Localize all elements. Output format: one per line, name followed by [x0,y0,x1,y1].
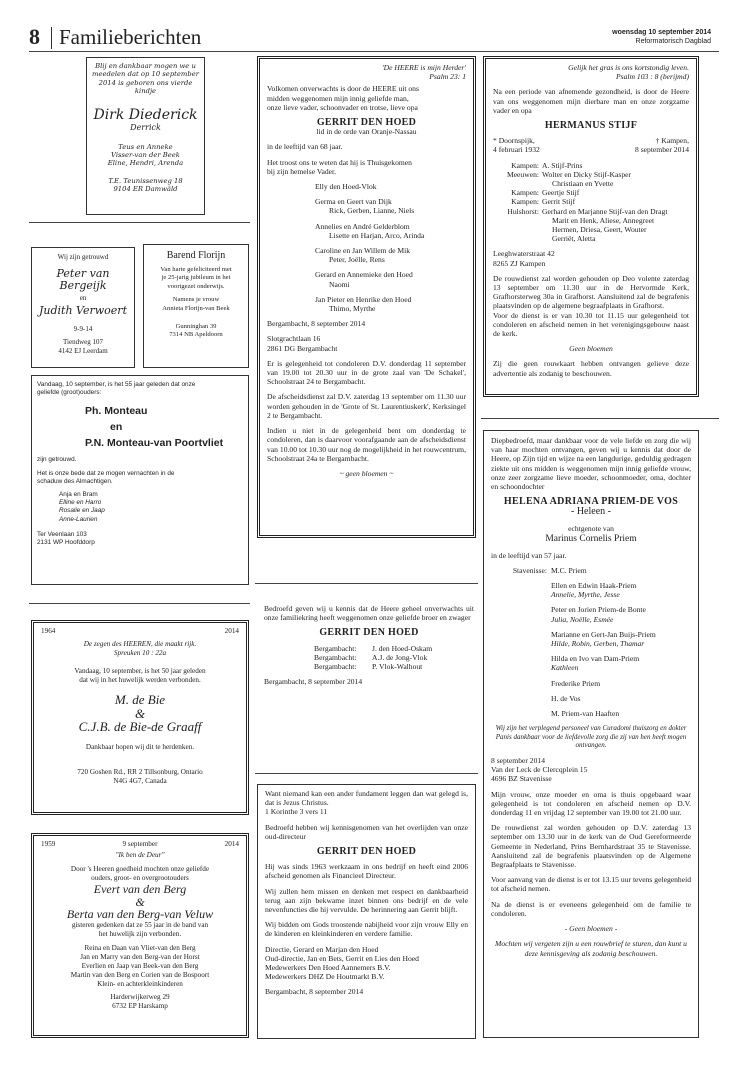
hoed1-family-4-kids: Peter, Joëlle, Rens [329,255,385,265]
monteau-address-city: 2131 WP Hoofddorp [37,539,95,547]
priem-name: HELENA ADRIANA PRIEM-DE VOS [503,496,679,508]
col1-rule-1 [29,222,250,223]
hoed2-place-date: Bergambacht, 8 september 2014 [264,677,363,687]
berg-ampersand: & [135,895,145,909]
hoed3-name: GERRIT DEN HOED [316,846,417,858]
priem-address-street: Van der Leck de Clercqplein 15 [491,765,588,775]
anniversary-van-den-berg [31,833,249,1038]
jubilee-announcement [143,244,249,368]
header-date: woensdag 10 september 2014 [612,29,711,36]
anniversary-de-bie [31,620,249,815]
stijf-row-3-place: Kampen: [511,188,539,198]
birth-address-street: T.E. Teunissenweg 18 [108,176,183,185]
berg-family-4: Martin van den Berg en Corien van de Bospoort [70,971,210,979]
hoed1-family-5: Gerard en Annemieke den Hoed [315,270,413,280]
hoed3-quote-ref: 1 Korinthe 3 vers 11 [265,807,328,817]
wedding-address-street: Tiendweg 107 [63,338,103,347]
debie-verse: De zegen des HEEREN, die maakt rijk. [83,640,197,648]
jubilee-address-street: Gunninghan 39 [175,323,217,331]
stijf-row-5-place: Hulshorst: [507,206,539,216]
monteau-wish-2: schaduw des Almachtigen. [37,477,113,485]
stijf-row-3-name: Geertje Stijf [542,188,580,198]
stijf-service: De rouwdienst zal worden gehouden op Deo volente zaterdag 13 september om 11.30 uur in de Hervormde Kerk, Grafhorsterweg 30a in Grafhorst. Aansluitend zal de begrafenis plaatsvinden op de algemene begraafplaats in Grafhorst. [493,273,689,311]
berg-address-city: 6732 EP Harskamp [112,1002,168,1010]
debie-name-2: C.J.B. de Bie-de Graaff [78,719,202,734]
monteau-family-2: Elline en Harro [59,499,102,507]
obituary-helena-priem-de-vos [483,430,699,1038]
hoed3-quote: Want niemand kan een ander fundament leggen dan wat gelegd is, dat is Jezus Christus. [265,789,468,808]
debie-address-2: N4G 4G7, Canada [113,777,167,785]
priem-closing: Mochten wij vergeten zijn u een rouwbrief te sturen, dan kunt u deze kennisgeving als zodanig beschouwen. [495,939,687,958]
stijf-row-5-kids-3: Gerriët, Aletta [552,234,596,244]
stijf-row-5-name: Gerhard en Marjanne Stijf-van den Dragt [542,206,668,216]
birth-address-city: 9104 ER Damwâld [113,185,178,194]
priem-family-1: M.C. Priem [551,565,587,575]
priem-family-3-kids: Julia, Noëlle, Esmée [551,614,614,624]
hoed1-family-3: Annelies en André Gelderblom [315,221,410,231]
priem-thanks: Wij zijn het verplegend personeel van Curadomi thuiszorg en dokter Panis dankbaar voor de liefdevolle zorg die zij van hen heeft mogen ontvangen. [495,724,687,750]
debie-ampersand: & [134,706,146,721]
berg-year-end: 2014 [224,840,239,848]
hoed1-comfort-2: bij zijn hemelse Vader. [267,166,337,176]
jubilee-line-4: Namens je vrouw [172,296,220,304]
wedding-address-city: 4142 EJ Leerdam [58,347,108,356]
hoed2-row-1-name: J. den Hoed-Oskam [372,643,433,653]
hoed1-family-6-kids: Thimo, Myrthe [329,304,376,314]
hoed3-place-date: Bergambacht, 8 september 2014 [265,987,364,997]
priem-location: Stavenisse: [512,565,547,575]
stijf-no-flowers: Geen bloemen [569,344,613,354]
stijf-row-1-place: Kampen: [511,160,539,170]
priem-family-4-kids: Hilde, Robin, Gerben, Thamar [551,639,645,649]
col1-rule-2 [29,603,250,604]
obituary-gerrit-den-hoed-siblings [264,604,474,719]
header-paper: Reformatorisch Dagblad [635,38,711,45]
hoed3-signature-4: Medewerkers DHZ De Houtmarkt B.V. [265,972,385,982]
hoed1-family-4: Caroline en Jan Willem de Mik [315,246,411,256]
monteau-family-4: Anne-Laurien [59,515,98,523]
hoed1-text-1: Volkomen onverwachts is door de HEERE uit ons [267,84,419,94]
berg-name-2: Berta van den Berg-van Veluw [66,907,214,921]
hoed2-row-3-name: P. Vlok-Walhout [372,662,423,672]
hoed1-family-1: Elly den Hoed-Vlok [315,182,377,192]
stijf-born-date: 4 februari 1932 [493,145,540,155]
jubilee-line-3: voortgezet onderwijs. [167,282,225,290]
wedding-intro: Wij zijn getrouwd [57,253,109,261]
priem-family-6: Frederike Priem [551,678,601,688]
hoed1-family-2-kids: Rick, Gerben, Lianne, Niels [329,206,415,216]
obituary-hermanus-stijf [483,56,699,397]
stijf-condolence: Voor de dienst is er van 10.30 tot 11.15 uur gelegenheid tot condoleren en afscheid nemen in het verenigingsgebouw naast de kerk. [493,310,689,339]
jubilee-address-city: 7314 NB Apeldoorn [169,331,223,339]
hoed1-text-2: midden weggenomen mijn innig geliefde man, [267,93,409,103]
header-rule [29,51,719,52]
monteau-address-street: Ter Veenlaan 103 [37,530,87,538]
stijf-address-city: 8265 ZJ Kampen [493,258,546,268]
hoed1-no-flowers: ~ geen bloemen ~ [339,468,394,478]
hoed2-row-2-name: A.J. de Jong-Vlok [372,652,428,662]
wedding-announcement [31,247,135,368]
stijf-row-2-place: Meeuwen: [506,169,539,179]
monteau-name-2: P.N. Monteau-van Poortvliet [85,437,224,450]
berg-text-3: gisteren gedenken dat ze 55 jaar in de band van [71,921,209,929]
debie-name-1: M. de Bie [114,692,166,707]
birth-child-name: Dirk Diederick [93,106,198,123]
debie-year-start: 1964 [41,627,56,635]
stijf-verse-ref: Psalm 103 : 8 (berijmd) [616,72,689,82]
priem-spouse-label: echtgenote van [568,524,614,534]
obituary-gerrit-den-hoed-family [257,56,476,538]
priem-family-5-kids: Kathleen [551,663,579,673]
hoed1-address-city: 2861 DG Bergambacht [267,343,338,353]
hoed1-family-5-kids: Naomi [329,279,350,289]
debie-year-end: 2014 [224,627,239,635]
hoed2-name: GERRIT DEN HOED [319,627,419,639]
debie-thanks: Dankbaar hopen wij dit te herdenken. [85,743,195,751]
hoed3-intro: Bedroefd hebben wij kennisgenomen van het overlijden van onze oud-directeur [265,822,468,841]
monteau-and: en [110,421,123,434]
stijf-name: HERMANUS STIJF [544,120,638,132]
debie-verse-ref: Spreuken 10 : 22a [113,649,167,657]
priem-family-3: Peter en Jorien Priem-de Bonte [551,605,646,615]
hoed2-row-3-place: Bergambacht: [314,662,357,672]
birth-child-nickname: Derrick [130,122,161,132]
monteau-family-3: Rosalie en Jaap [59,507,105,515]
hoed1-address-street: Slotgrachtlaan 16 [267,334,321,344]
berg-family-5: Klein- en achterkleinkinderen [97,980,183,988]
berg-family-2: Jan en Marry van den Berg-van der Horst [80,953,200,961]
berg-address-street: Harderwijkerweg 29 [110,993,170,1001]
wedding-groom: Peter van Bergeijk [56,266,110,292]
stijf-verse: Gelijk het gras is ons kortstondig leven. [568,63,689,72]
stijf-died-date: 8 september 2014 [635,145,689,155]
priem-family-5: Hilda en Ivo van Dam-Priem [551,654,640,664]
hoed1-condolence: Er is gelegenheid tot condoleren D.V. donderdag 11 september van 19.00 tot 20.30 uur in de grote zaal van 'De Schakel', Schoolstraat 24 te Bergambacht. [267,358,466,387]
stijf-row-4-place: Kampen: [511,197,539,207]
priem-spouse-name: Marinus Cornelis Priem [545,533,637,544]
stijf-row-4-name: Gerrit Stijf [542,197,576,207]
jubilee-name: Barend Florijn [166,250,226,261]
stijf-row-2-kids: Christiaan en Yvette [552,179,614,189]
birth-announcement [86,57,205,215]
col3-rule-1 [481,418,719,419]
hoed2-text: Bedroefd geven wij u kennis dat de Heere geheel onverwachts uit onze familiekring heeft weggenomen onze geliefde broer en zwager [264,604,474,623]
obituary-gerrit-den-hoed-company [257,784,476,1039]
monteau-name-1: Ph. Monteau [85,405,148,418]
stijf-row-5-kids-2: Hermen, Driesa, Geert, Wouter [552,225,647,235]
page-header [29,24,719,52]
hoed3-signature-3: Medewerkers Den Hoed Aannemers B.V. [265,963,391,973]
monteau-intro-2: geliefde (groot)ouders: [37,389,102,397]
hoed3-career: Hij was sinds 1963 werkzaam in ons bedrijf en heeft eind 2006 afscheid genomen als Financieel Directeur. [265,862,468,881]
hoed1-alternative: Indien u niet in de gelegenheid bent om donderdag te condoleren, dan is daarvoor voorafgaande aan de afscheidsdienst van 10.00 tot 10.30 uur nog de mogelijkheid in het rouwcentrum, Schoolstraat 24a te Bergambacht. [267,426,466,463]
hoed3-signature-1: Directie, Gerard en Marjan den Hoed [265,944,379,954]
wedding-bride: Judith Verwoert [39,303,127,317]
priem-address-city: 4696 BZ Stavenisse [491,774,552,784]
birth-parents: Teus en Anneke [118,142,173,151]
stijf-died-place: † Kampen, [655,136,689,146]
hoed3-signature-2: Oud-directie, Jan en Bets, Gerrit en Lies den Hoed [265,953,419,963]
hoed1-comfort-1: Het troost ons te weten dat hij is Thuisgekomen [267,157,412,167]
stijf-row-2-name: Wolter en Dicky Stijf-Kasper [542,169,632,179]
monteau-wish-1: Het is onze bede dat ze mogen vernachten in de [37,469,175,477]
monteau-intro-1: Vandaag, 10 september, is het 55 jaar geleden dat onze [37,381,196,388]
anniversary-monteau [31,375,249,585]
monteau-family-1: Anja en Bram [59,491,98,499]
jubilee-line-2: je 25-jarig jubileum in het [161,274,231,282]
berg-date: 9 september [122,840,158,848]
berg-year-start: 1959 [41,840,56,848]
priem-farewell: Voor aanvang van de dienst is er tot 13.15 uur tevens gelegenheid tot afscheid nemen. [491,875,691,894]
hoed2-row-1-place: Bergambacht: [314,643,357,653]
stijf-address-street: Leeghwaterstraat 42 [493,249,555,259]
stijf-row-1-name: A. Stijf-Prins [542,160,583,170]
hoed1-order: lid in de orde van Oranje-Nassau [316,127,417,137]
berg-family-1: Reina en Daan van Vliet-van den Berg [84,944,196,952]
priem-family-2-kids: Annelie, Myrthe, Jesse [551,590,620,600]
priem-family-7: H. de Vos [551,693,581,703]
priem-family-2: Ellen en Edwin Haak-Priem [551,581,637,591]
page-number: 8 [29,24,40,49]
priem-intro: Diepbedroefd, maar dankbaar voor de vele liefde en zorg die wij van haar mochten ontvangen, geven wij u kennis dat door de Heere, op Zijn tijd en wijze na een langdurige, geduldig gedragen ziekte uit ons midden is weggenomen mijn innig geliefde vrouw, onze zeer zorgzame lieve moeder, schoonmoeder, oma, dochter en schoondochter [491,436,691,492]
hoed3-respect: Wij zullen hem missen en denken met respect en dankbaarheid terug aan zijn bekwame inzet binnen ons bedrijf en de vele nevenfuncties die hij vervulde. De herinnering aan Gerrit blijft. [265,886,468,915]
hoed1-verse: 'De HEERE is mijn Herder' [382,63,466,72]
hoed1-verse-ref: Psalm 23: 1 [429,72,466,82]
col2-rule-1 [255,583,478,584]
stijf-born-place: * Doornspijk, [493,136,535,146]
berg-family-3: Everlien en Jaap van Beek-van den Berg [81,962,199,970]
jubilee-line-1: Van harte gefeliciteerd met [160,266,232,273]
priem-condolence: Mijn vrouw, onze moeder en oma is thuis opgebaard waar gelegenheid is tot condoleren en afscheid nemen op D.V. donderdag 11 en vrijdag 12 september van 19.00 tot 21.00 uur. [491,789,691,818]
wedding-date: 9-9-14 [73,324,93,333]
birth-line-3: 2014 is geboren ons vierde kindje [98,78,193,96]
hoed1-family-3-kids: Lisette en Harjan, Arco, Arinda [329,230,425,240]
col2-rule-2 [255,773,478,774]
stijf-row-5-kids-1: Marit en Henk, Aliese, Annegreet [552,215,655,225]
priem-after-service: Na de dienst is er eveneens gelegenheid om de familie te condoleren. [491,899,691,918]
birth-line-2: meedelen dat op 10 september [92,70,199,79]
priem-nickname: - Heleen - [571,506,611,518]
monteau-married: zijn getrouwd. [37,456,77,464]
berg-text-1: Door 's Heeren goedheid mochten onze geliefde [70,865,210,873]
section-title: Familieberichten [59,25,202,49]
birth-parents-surname: Visser-van der Beek [111,151,180,160]
priem-date: 8 september 2014 [491,756,545,766]
hoed1-place-date: Bergambacht, 8 september 2014 [267,319,366,329]
berg-name-1: Evert van den Berg [93,882,187,896]
hoed1-text-3: onze lieve vader, schoonvader en trotse, lieve opa [267,102,418,112]
berg-verse: "Ik ben de Deur" [115,851,165,859]
stijf-intro: Na een periode van afnemende gezondheid, is door de Heere van ons weggenomen mijn dierbare man en onze zorgzame vader en opa [493,87,689,115]
hoed1-service: De afscheidsdienst zal D.V. zaterdag 13 september om 11.30 uur worden gehouden in de 'Grote of St. Laurentiuskerk', Kerksingel 2 te Bergambacht. [267,392,466,420]
jubilee-line-5: Annieta Florijn-van Beek [162,304,230,312]
hoed1-family-6: Jan Pieter en Henrike den Hoed [315,294,412,304]
debie-address-1: 720 Goshen Rd., RR 2 Tillsonburg, Ontario [77,768,203,776]
priem-family-8: M. Priem-van Haaften [551,709,620,719]
berg-text-2: ouders, groot- en overgrootouders [91,874,189,882]
hoed1-age: in de leeftijd van 68 jaar. [267,142,343,152]
wedding-and: en [79,293,87,302]
berg-text-4: het huwelijk zijn verbonden. [98,930,182,938]
stijf-notice: Zij die geen rouwkaart hebben ontvangen gelieve deze advertentie als zodanig te beschouwen. [493,359,689,378]
hoed2-row-2-place: Bergambacht: [314,652,357,662]
hoed1-name: GERRIT DEN HOED [316,117,417,129]
priem-age: in de leeftijd van 57 jaar. [491,550,567,560]
debie-text-2: dat wij in het huwelijk werden verbonden. [79,676,201,684]
birth-siblings: Eline, Hendri, Arenda [107,159,184,168]
priem-service: De rouwdienst zal worden gehouden op D.V. zaterdag 13 september om 13.30 uur in de kerk van de Oud Gereformeerde Gemeente in Nederland, Prins Bernhardstraat 35 te Stavenisse. Aansluitend zal de begrafenis plaatsvinden op de Algemene Begraafplaats te Stavenisse. [491,823,691,870]
priem-no-flowers: - Geen bloemen - [564,924,618,934]
header-divider [51,27,52,49]
hoed1-family-2: Germa en Geert van Dijk [315,197,392,207]
hoed3-prayer: Wij bidden om Gods troostende nabijheid voor zijn vrouw Elly en de kinderen en kleinkinderen en verdere familie. [265,920,468,939]
birth-line-1: Blij en dankbaar mogen we u [95,62,196,70]
debie-text-1: Vandaag, 10 september, is het 50 jaar geleden [74,667,206,675]
priem-family-4: Marianne en Gert-Jan Buijs-Priem [551,629,656,639]
